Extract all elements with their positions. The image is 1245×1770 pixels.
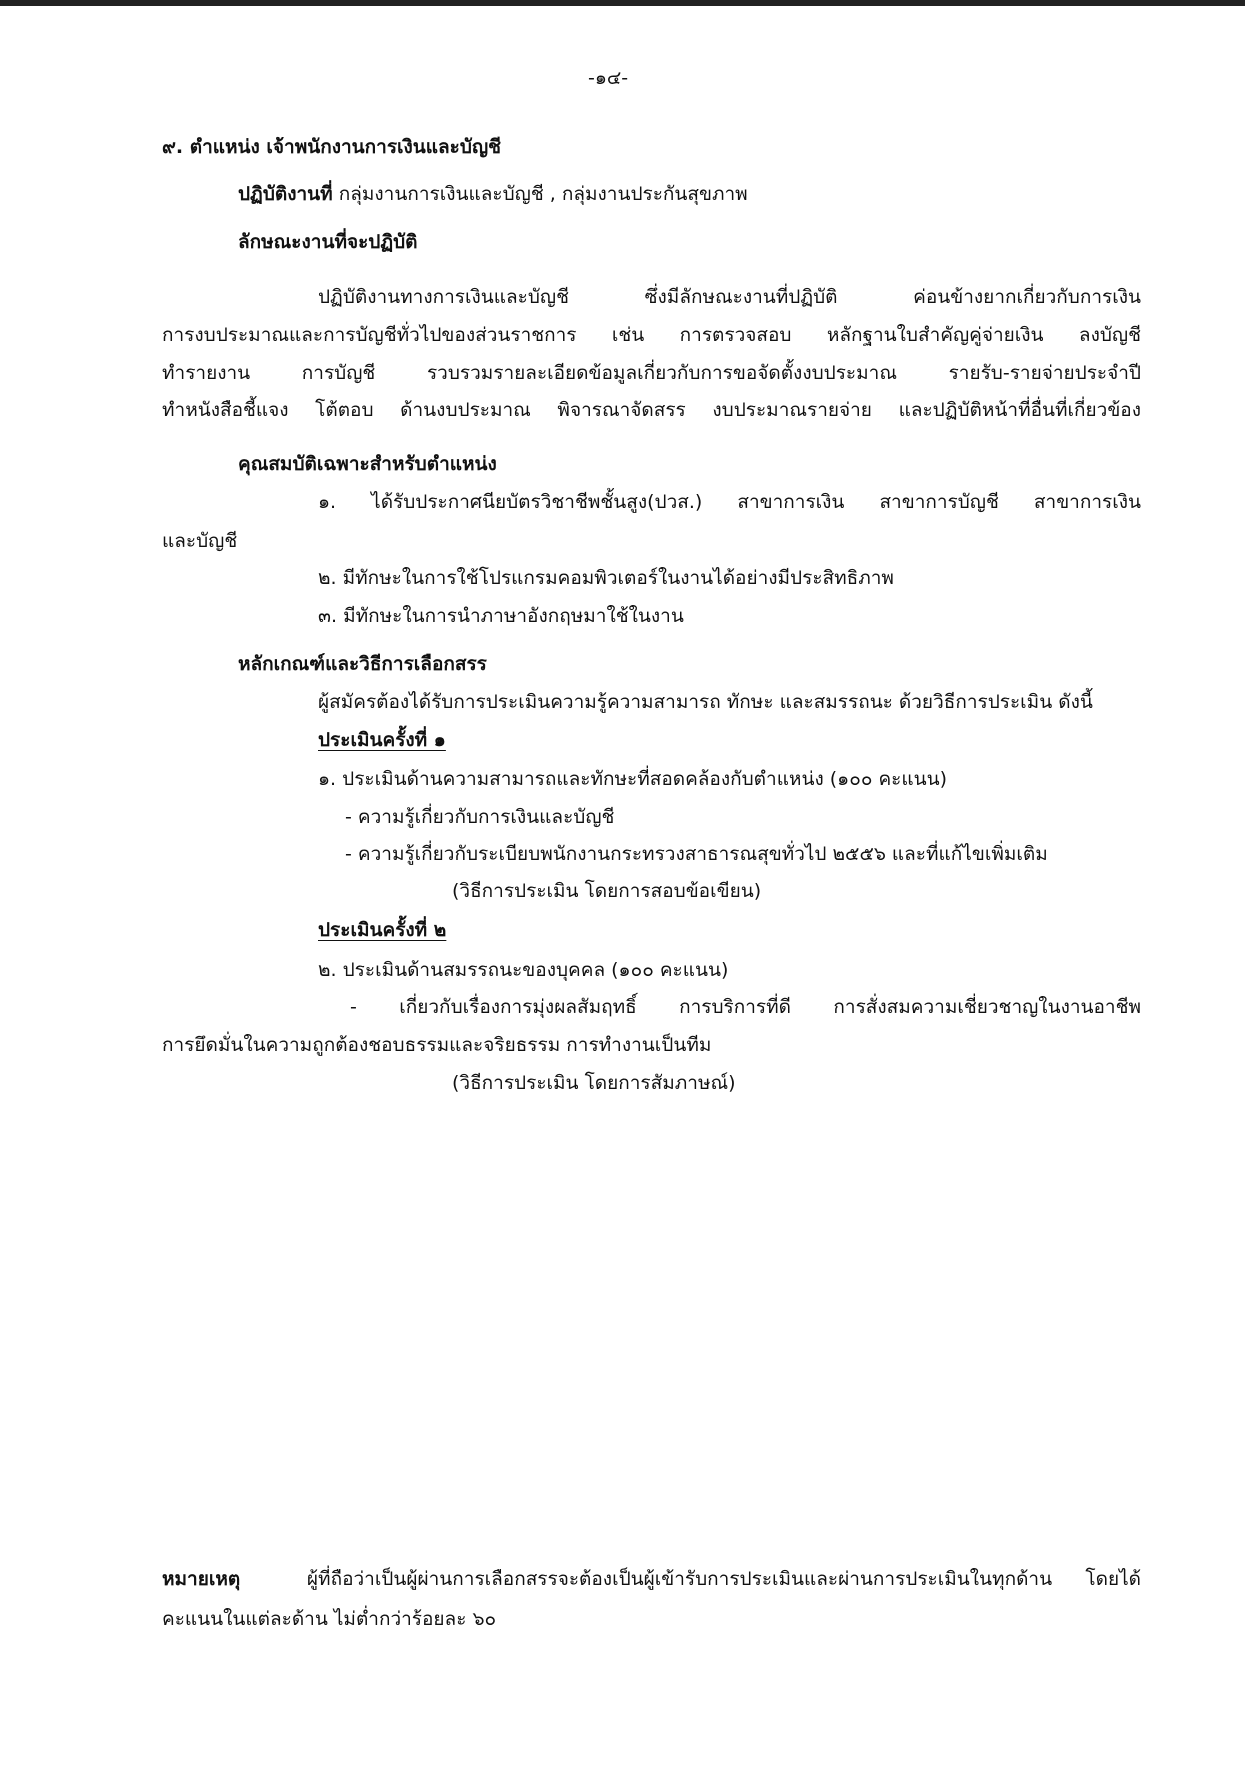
round-1-item: ๑. ประเมินด้านความสามารถและทักษะที่สอดคล้องกับตำแหน่ง (๑๐๐ คะแนน): [318, 768, 948, 790]
qualification-item-2: ๒. มีทักษะในการใช้โปรแกรมคอมพิวเตอร์ในงานได้อย่างมีประสิทธิภาพ: [318, 567, 894, 589]
note-line-2: คะแนนในแต่ละด้าน ไม่ต่ำกว่าร้อยละ ๖๐: [162, 1608, 497, 1630]
round-2-bullet-line-1: - เกี่ยวกับเรื่องการมุ่งผลสัมฤทธิ์ การบริการที่ดี การสั่งสมความเชี่ยวชาญในงานอาชีพ: [350, 996, 1141, 1018]
qualification-item-1-continued: และบัญชี: [162, 530, 238, 552]
qualification-item-1: ๑. ได้รับประกาศนียบัตรวิชาชีพชั้นสูง(ปวส.) สาขาการเงิน สาขาการบัญชี สาขาการเงิน: [318, 491, 1141, 513]
selection-intro: ผู้สมัครต้องได้รับการประเมินความรู้ความสามารถ ทักษะ และสมรรถนะ ด้วยวิธีการประเมิน ดังนี้: [318, 691, 1093, 713]
round-1-method: (วิธีการประเมิน โดยการสอบข้อเขียน): [452, 880, 762, 902]
job-description-heading: ลักษณะงานที่จะปฏิบัติ: [238, 231, 418, 253]
selection-heading: หลักเกณฑ์และวิธีการเลือกสรร: [238, 653, 487, 675]
qualification-item-3: ๓. มีทักษะในการนำภาษาอังกฤษมาใช้ในงาน: [318, 605, 684, 627]
job-description-line: ทำรายงาน การบัญชี รวบรวมรายละเอียดข้อมูลเกี่ยวกับการขอจัดตั้งงบประมาณ รายรับ-รายจ่ายประจำปี: [162, 362, 1141, 384]
workplace-label: ปฏิบัติงานที่: [238, 183, 333, 205]
qualifications-heading: คุณสมบัติเฉพาะสำหรับตำแหน่ง: [238, 453, 497, 475]
round-2-method: (วิธีการประเมิน โดยการสัมภาษณ์): [452, 1072, 736, 1094]
round-2-bullet-line-2: การยึดมั่นในความถูกต้องชอบธรรมและจริยธรรม การทำงานเป็นทีม: [162, 1034, 712, 1056]
workplace-line: [238, 182, 748, 206]
round-1-heading: ประเมินครั้งที่ ๑: [318, 729, 446, 751]
job-description-line: การงบประมาณและการบัญชีทั่วไปของส่วนราชการ เช่น การตรวจสอบ หลักฐานใบสำคัญคู่จ่ายเงิน ลงบัญชี: [162, 324, 1141, 346]
position-title: ๙. ตำแหน่ง เจ้าพนักงานการเงินและบัญชี: [162, 136, 502, 158]
job-description-line: ทำหนังสือชี้แจง โต้ตอบ ด้านงบประมาณ พิจารณาจัดสรร งบประมาณรายจ่าย และปฏิบัติหน้าที่อื่นที่เกี่ยวข้อง: [162, 399, 1141, 421]
note-line-1: [162, 1567, 1141, 1591]
scan-edge: [0, 0, 1245, 6]
page-number: -๑๔-: [588, 67, 629, 89]
round-2-item: ๒. ประเมินด้านสมรรถนะของบุคคล (๑๐๐ คะแนน): [318, 959, 729, 981]
round-1-bullet-2: - ความรู้เกี่ยวกับระเบียบพนักงานกระทรวงสาธารณสุขทั่วไป ๒๕๕๖ และที่แก้ไขเพิ่มเติม: [345, 843, 1048, 865]
job-description-line: ปฏิบัติงานทางการเงินและบัญชี ซึ่งมีลักษณะงานที่ปฏิบัติ ค่อนข้างยากเกี่ยวกับการเงิน: [318, 286, 1141, 308]
note-label: หมายเหตุ: [162, 1568, 241, 1590]
round-1-bullet-1: - ความรู้เกี่ยวกับการเงินและบัญชี: [345, 806, 615, 828]
workplace-value: กลุ่มงานการเงินและบัญชี , กลุ่มงานประกันสุขภาพ: [338, 183, 748, 205]
note-text: ผู้ที่ถือว่าเป็นผู้ผ่านการเลือกสรรจะต้องเป็นผู้เข้ารับการประเมินและผ่านการประเมินในทุกด้าน โดยได้: [306, 1568, 1141, 1590]
round-2-heading: ประเมินครั้งที่ ๒: [318, 919, 447, 941]
